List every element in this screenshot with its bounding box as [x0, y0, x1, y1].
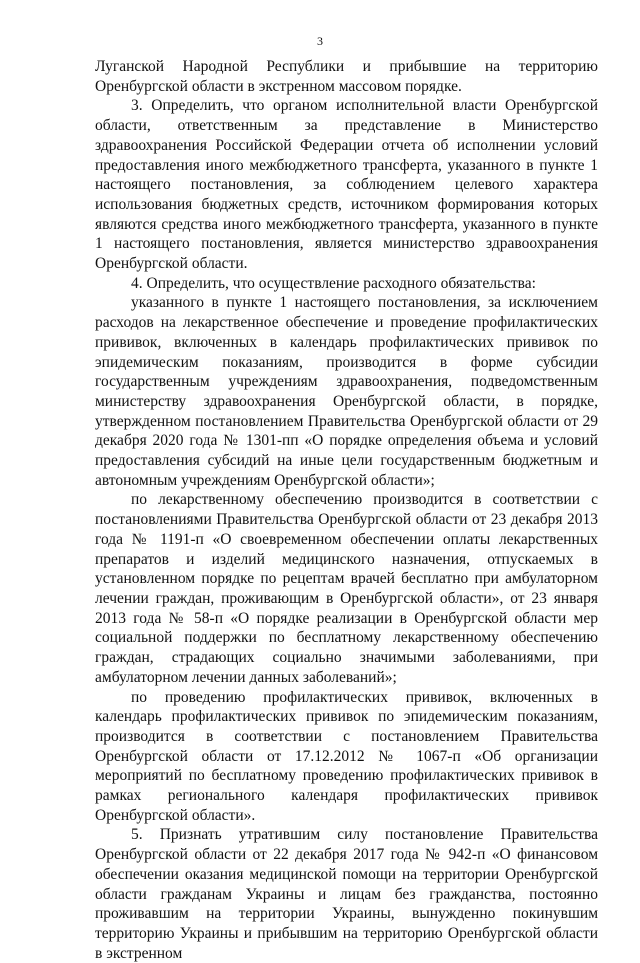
paragraph-drug-provision: по лекарственному обеспечению производится в соответствии с постановлениями Правительства Оренбургской области от 23 декабря 2013 года № 1191-п «О своевременном обеспечении оплаты лекарственных препаратов и изделий медицинского назначения, отпускаемых в установленном порядке по рецептам врачей бесплатно при амбулаторном лечении граждан, проживающим в Оренбургской области», от 23 января 2013 года № 58-п «О порядке реализации в Оренбургской области мер социальной поддержки по бесплатному лекарственному обеспечению граждан, страдающих социально значимыми заболеваниями, при амбулаторном лечении данных заболеваний»; [95, 491, 598, 686]
document-body [95, 57, 598, 963]
page-number: 3 [317, 34, 323, 48]
paragraph-subsidy: указанного в пункте 1 настоящего постановления, за исключением расходов на лекарственное обеспечение и проведение профилактических прививок, включенных в календарь профилактических прививок по эпидемическим показаниям, производится в форме субсидии государственным учреждениям здравоохранения, подведомственным министерству здравоохранения Оренбургской области, в порядке, утвержденном постановлением Правительства Оренбургской области от 29 декабря 2020 года № 1301-пп «О порядке определения объема и условий предоставления субсидий на иные цели государственным бюджетным и автономным учреждениям Оренбургской области»; [95, 294, 598, 489]
paragraph-vaccinations: по проведению профилактических прививок, включенных в календарь профилактических прививок по эпидемическим показаниям, производится в соответствии с постановлением Правительства Оренбургской области от 17.12.2012 № 1067-п «Об организации мероприятий по бесплатному проведению профилактических прививок в рамках регионального календаря профилактических прививок Оренбургской области». [95, 688, 598, 824]
paragraph-item-4: 4. Определить, что осуществление расходного обязательства: [131, 274, 536, 292]
paragraph-continuation: Луганской Народной Республики и прибывшие на территорию Оренбургской области в экстренном массовом порядке. [95, 58, 598, 95]
paragraph-item-3: 3. Определить, что органом исполнительной власти Оренбургской области, ответственным за представление в Министерство здравоохранения Российской Федерации отчета об исполнении условий предоставления иного межбюджетного трансферта, указанного в пункте 1 настоящего постановления, за соблюдением целевого характера использования бюджетных средств, источником формирования которых являются средства иного межбюджетного трансферта, указанного в пункте 1 настоящего постановления, является министерство здравоохранения Оренбургской области. [95, 97, 598, 273]
paragraph-item-5: 5. Признать утратившим силу постановление Правительства Оренбургской области от 22 декабря 2017 года № 942-п «О финансовом обеспечении оказания медицинской помощи на территории Оренбургской области гражданам Украины и лицам без гражданства, постоянно проживавшим на территории Украины, вынужденно покинувшим территорию Украины и прибывшим на территорию Оренбургской области в экстренном [95, 826, 598, 962]
